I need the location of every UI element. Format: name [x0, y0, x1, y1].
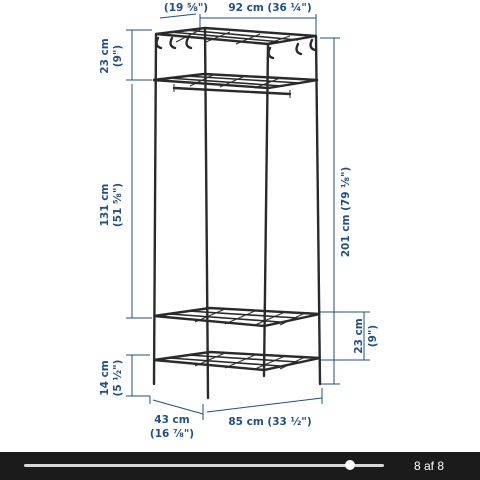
top-depth-line — [160, 14, 196, 18]
hook-left-3 — [187, 38, 191, 48]
top-depth-label: (19 ⅝") — [163, 2, 209, 14]
lower-section-in: (9") — [367, 324, 379, 348]
hanging-rail — [174, 88, 290, 94]
hook-left-2 — [171, 38, 175, 48]
depth-cm: 43 cm — [154, 414, 190, 426]
hook-right-1 — [269, 48, 273, 58]
top-shelf — [156, 28, 316, 44]
middle-in: (51 ⅝") — [112, 182, 124, 228]
hook-right-3 — [311, 40, 315, 50]
foot-cm: 14 cm — [99, 360, 111, 396]
total-height-label: 201 cm (79 ⅛") — [340, 166, 352, 258]
depth-in: (16 ⅞") — [149, 428, 195, 440]
rack-frame — [153, 28, 320, 398]
lower-section-cm: 23 cm — [353, 318, 365, 354]
depth-dim-line — [153, 400, 203, 414]
second-shelf — [153, 74, 318, 88]
width-dim-line — [207, 398, 322, 412]
hook-right-2 — [297, 44, 301, 54]
post-front-right — [316, 36, 320, 384]
foot-in: (5 ½") — [112, 359, 124, 397]
page-counter: 8 af 8 — [413, 459, 444, 473]
top-width-label: 92 cm (36 ¼") — [228, 2, 312, 14]
lower-shelf-1 — [154, 308, 320, 326]
middle-cm: 131 cm — [99, 183, 111, 227]
progress-handle[interactable] — [345, 460, 355, 470]
top-section-cm: 23 cm — [99, 38, 111, 74]
top-section-in: (9") — [112, 44, 124, 68]
progress-track[interactable] — [24, 464, 384, 467]
image-viewer-bar — [0, 452, 480, 480]
post-front-left — [154, 34, 156, 384]
lower-shelf-2 — [154, 352, 320, 370]
hook-left-1 — [157, 38, 161, 48]
width-label: 85 cm (33 ½") — [228, 416, 312, 428]
